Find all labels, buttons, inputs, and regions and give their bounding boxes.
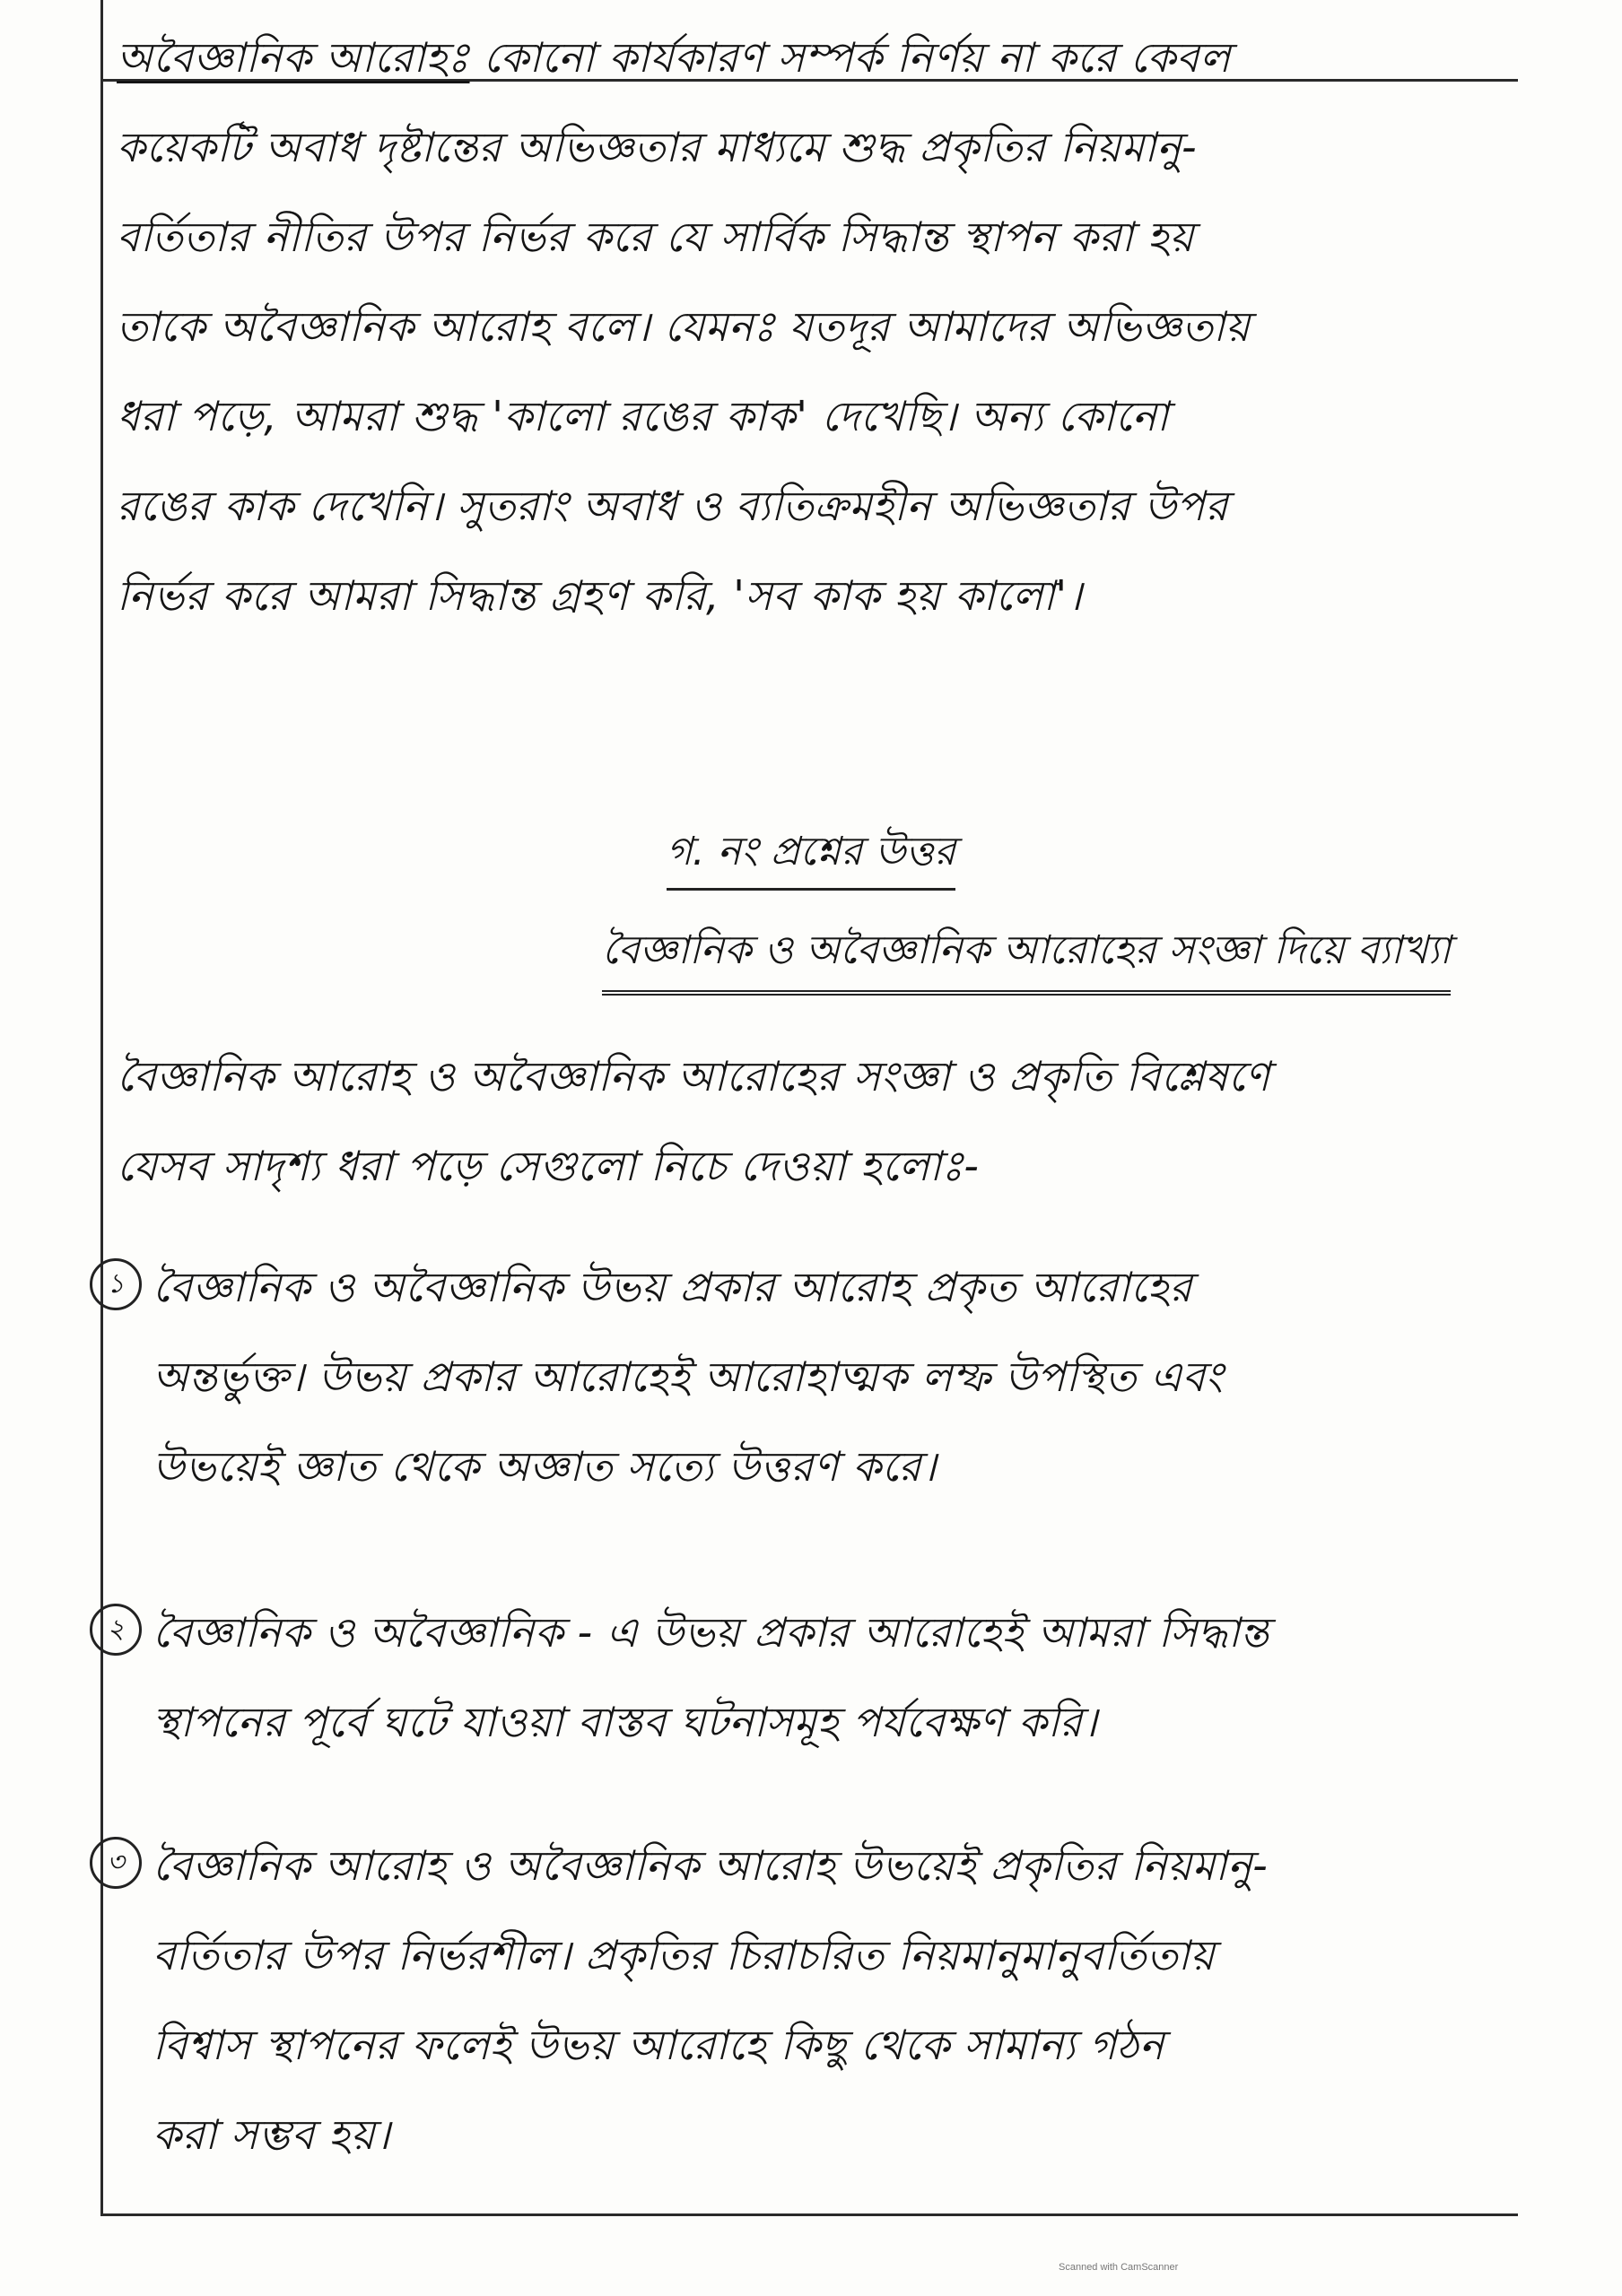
- section-subheading: বৈজ্ঞানিক ও অবৈজ্ঞানিক আরোহের সংজ্ঞা দিয়ে ব্যাখ্যা: [602, 915, 1451, 996]
- point-1-line-1: বৈজ্ঞানিক ও অবৈজ্ঞানিক উভয় প্রকার আরোহ প্রকৃত আরোহের: [153, 1263, 1193, 1311]
- point-2-line-2: স্থাপনের পূর্বে ঘটে যাওয়া বাস্তব ঘটনাসমূহ পর্যবেক্ষণ করি।: [153, 1698, 1098, 1746]
- point-3-number: ৩: [90, 1837, 142, 1889]
- point-2-line-1: বৈজ্ঞানিক ও অবৈজ্ঞানিক - এ উভয় প্রকার আরোহেই আমরা সিদ্ধান্ত: [153, 1608, 1269, 1657]
- point-1-number: ১: [90, 1258, 142, 1310]
- intro-line-6: রঙের কাক দেখেনি। সুতরাং অবাধ ও ব্যতিক্রমহীন অভিজ্ঞতার উপর: [117, 482, 1229, 530]
- intro-line-3: বর্তিতার নীতির উপর নির্ভর করে যে সার্বিক সিদ্ধান্ত স্থাপন করা হয়: [117, 213, 1194, 261]
- similarity-paragraph: [117, 1031, 1516, 1211]
- intro-line-1: [117, 13, 1516, 102]
- point-1-body: [153, 1242, 1516, 1511]
- intro-term: অবৈজ্ঞানিক আরোহঃ: [117, 33, 470, 82]
- point-1-line-3: উভয়েই জ্ঞাত থেকে অজ্ঞাত সত্যে উত্তরণ করে।: [153, 1442, 937, 1491]
- paragraph-line-2: যেসব সাদৃশ্য ধরা পড়ে সেগুলো নিচে দেওয়া হলোঃ-: [117, 1142, 980, 1190]
- bottom-rule: [100, 2213, 1518, 2216]
- intro-block: [117, 13, 1516, 640]
- intro-line-1-text: কোনো কার্যকারণ সম্পর্ক নির্ণয় না করে কেবল: [483, 33, 1231, 82]
- point-3-line-3: বিশ্বাস স্থাপনের ফলেই উভয় আরোহে কিছু থেকে সামান্য গঠন: [153, 2021, 1164, 2069]
- section-heading: গ. নং প্রশ্নের উত্তর: [667, 816, 955, 891]
- point-3-line-2: বর্তিতার উপর নির্ভরশীল। প্রকৃতির চিরাচরিত নিয়মানুমানুবর্তিতায়: [153, 1931, 1216, 1979]
- scanner-watermark: Scanned with CamScanner: [1059, 2262, 1179, 2273]
- section-heading-wrap: [0, 816, 1622, 891]
- point-3-body: [153, 1821, 1516, 2179]
- point-3-line-4: করা সম্ভব হয়।: [153, 2110, 391, 2159]
- point-2-body: [153, 1587, 1516, 1767]
- point-1-line-2: অন্তর্ভুক্ত। উভয় প্রকার আরোহেই আরোহাত্মক লম্ফ উপস্থিত এবং: [153, 1352, 1224, 1401]
- intro-line-4: তাকে অবৈজ্ঞানিক আরোহ বলে। যেমনঃ যতদূর আমাদের অভিজ্ঞতায়: [117, 302, 1251, 351]
- paragraph-line-1: বৈজ্ঞানিক আরোহ ও অবৈজ্ঞানিক আরোহের সংজ্ঞা ও প্রকৃতি বিশ্লেষণে: [117, 1052, 1270, 1100]
- intro-line-7: নির্ভর করে আমরা সিদ্ধান্ত গ্রহণ করি, 'সব কাক হয় কালো'।: [117, 571, 1083, 620]
- point-2-number: ২: [90, 1604, 142, 1656]
- point-3-line-1: বৈজ্ঞানিক আরোহ ও অবৈজ্ঞানিক আরোহ উভয়েই প্রকৃতির নিয়মানু-: [153, 1841, 1269, 1890]
- intro-line-2: কয়েকটি অবাধ দৃষ্টান্তের অভিজ্ঞতার মাধ্যমে শুদ্ধ প্রকৃতির নিয়মানু-: [117, 123, 1198, 171]
- intro-line-5: ধরা পড়ে, আমরা শুদ্ধ 'কালো রঙের কাক' দেখেছি। অন্য কোনো: [117, 392, 1169, 440]
- section-subheading-wrap: [215, 915, 1622, 996]
